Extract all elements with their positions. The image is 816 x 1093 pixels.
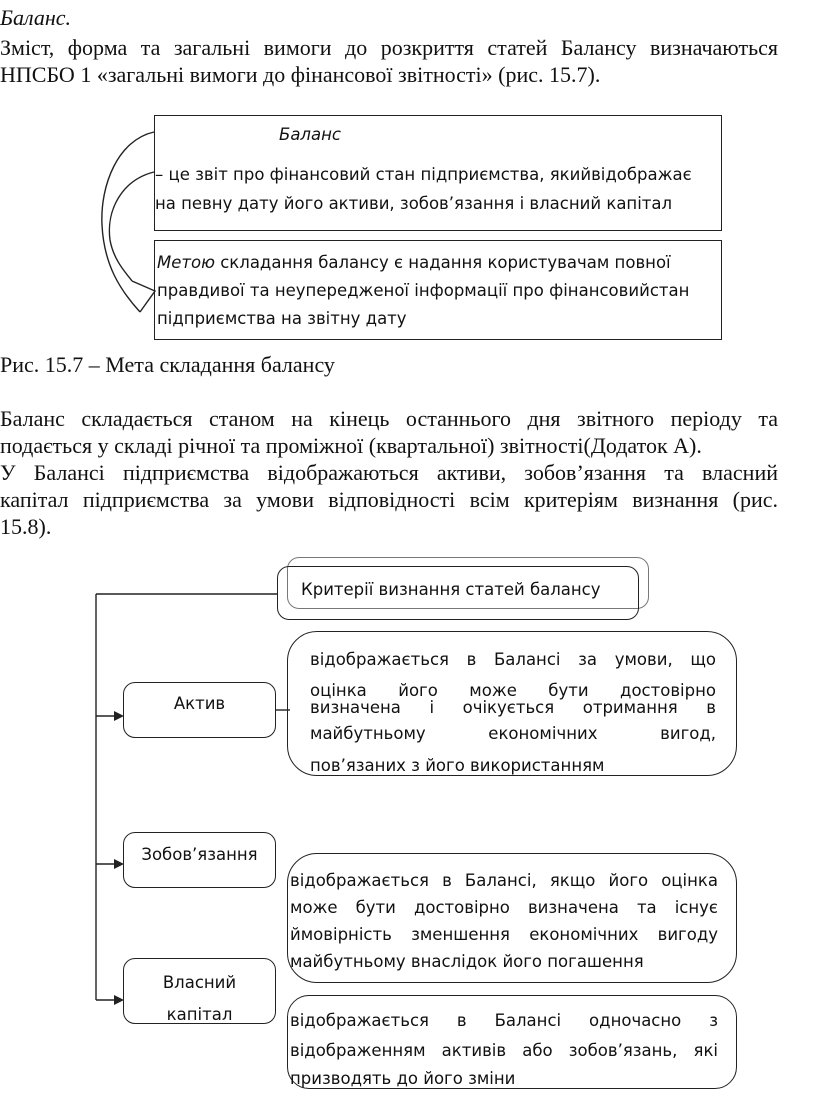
intro-paragraph bbox=[0, 34, 778, 88]
definition-line-1: – це звіт про фінансовий стан підприємства, якийвідображає bbox=[155, 165, 692, 184]
purpose-line-2: правдивої та неупередженої інформації про фінансовийстан bbox=[157, 281, 690, 300]
body-paragraphs bbox=[0, 405, 778, 540]
category-equity-label-line-2: капітал bbox=[166, 1005, 233, 1024]
category-liability-label: Зобов’язання bbox=[141, 845, 258, 864]
definition-box bbox=[154, 115, 722, 231]
criteria-equity-line-2: відображенням активів або зобов’язань, які bbox=[290, 1041, 718, 1060]
category-equity bbox=[123, 958, 276, 1024]
criteria-equity-line-3: призводять до його зміни bbox=[290, 1069, 516, 1088]
curved-arrow-outer bbox=[102, 132, 154, 312]
arrow-head bbox=[132, 281, 155, 312]
section-heading: Баланс. bbox=[0, 5, 72, 30]
purpose-emphasis: Метою bbox=[157, 253, 215, 272]
intro-line-2: НПСБО 1 «загальні вимоги до фінансової звітності» (рис. 15.7). bbox=[0, 62, 601, 87]
purpose-line-3: підприємства на звітну дату bbox=[157, 309, 407, 328]
root-box-label: Критерії визнання статей балансу bbox=[301, 580, 601, 599]
criteria-equity-line-1: відображається в Балансі одночасно з bbox=[290, 1011, 718, 1030]
criteria-asset-line-3: визначена і очікується отримання в bbox=[310, 698, 716, 717]
definition-line-2: на певну дату його активи, зобов’язання і власний капітал bbox=[155, 194, 673, 213]
p2-line-2: капітал підприємства за умови відповідності всім критеріям визнання (рис. bbox=[0, 487, 778, 512]
category-asset-label: Актив bbox=[173, 694, 226, 713]
criteria-liability-line-1: відображається в Балансі, якщо його оцінка bbox=[290, 871, 718, 890]
root-box bbox=[277, 566, 639, 620]
curved-arrow-inner bbox=[109, 172, 154, 281]
p2-line-3: 15.8). bbox=[0, 514, 52, 539]
criteria-liability-line-4: майбутньому внаслідок його погашення bbox=[290, 952, 644, 971]
p1-line-2: подається у складі річної та проміжної (квартальної) звітності(Додаток А). bbox=[0, 433, 702, 458]
criteria-asset-line-1: відображається в Балансі за умови, що bbox=[310, 650, 716, 669]
criteria-asset-line-4: майбутньому економічних вигод, bbox=[310, 724, 716, 743]
criteria-asset-line-5: пов’язаних з його використанням bbox=[310, 756, 605, 775]
category-equity-label-line-1: Власний bbox=[162, 973, 237, 992]
criteria-equity-box bbox=[287, 995, 737, 1089]
p1-line-1: Баланс складається станом на кінець останнього дня звітного періоду та bbox=[0, 406, 778, 431]
criteria-asset-box bbox=[287, 631, 737, 776]
purpose-box bbox=[154, 240, 722, 340]
purpose-line-1-rest: складання балансу є надання користувачам повної bbox=[214, 253, 671, 272]
criteria-liability-line-3: ймовірність зменшення економічних вигоду bbox=[290, 925, 718, 944]
intro-line-1: Зміст, форма та загальні вимоги до розкриття статей Балансу визначаються bbox=[0, 35, 778, 60]
criteria-asset-line-2: оцінка його може бути достовірно bbox=[310, 681, 716, 700]
purpose-line-1 bbox=[157, 249, 671, 276]
category-asset bbox=[123, 682, 276, 738]
criteria-liability-line-2: може бути достовірно визначена та існує bbox=[290, 898, 718, 917]
definition-title: Баланс bbox=[279, 125, 341, 144]
p2-line-1: У Балансі підприємства відображаються активи, зобов’язання та власний bbox=[0, 460, 778, 485]
category-liability bbox=[123, 832, 276, 888]
criteria-liability-box bbox=[287, 853, 737, 983]
figure-15-7-caption: Рис. 15.7 – Мета складання балансу bbox=[0, 352, 335, 377]
